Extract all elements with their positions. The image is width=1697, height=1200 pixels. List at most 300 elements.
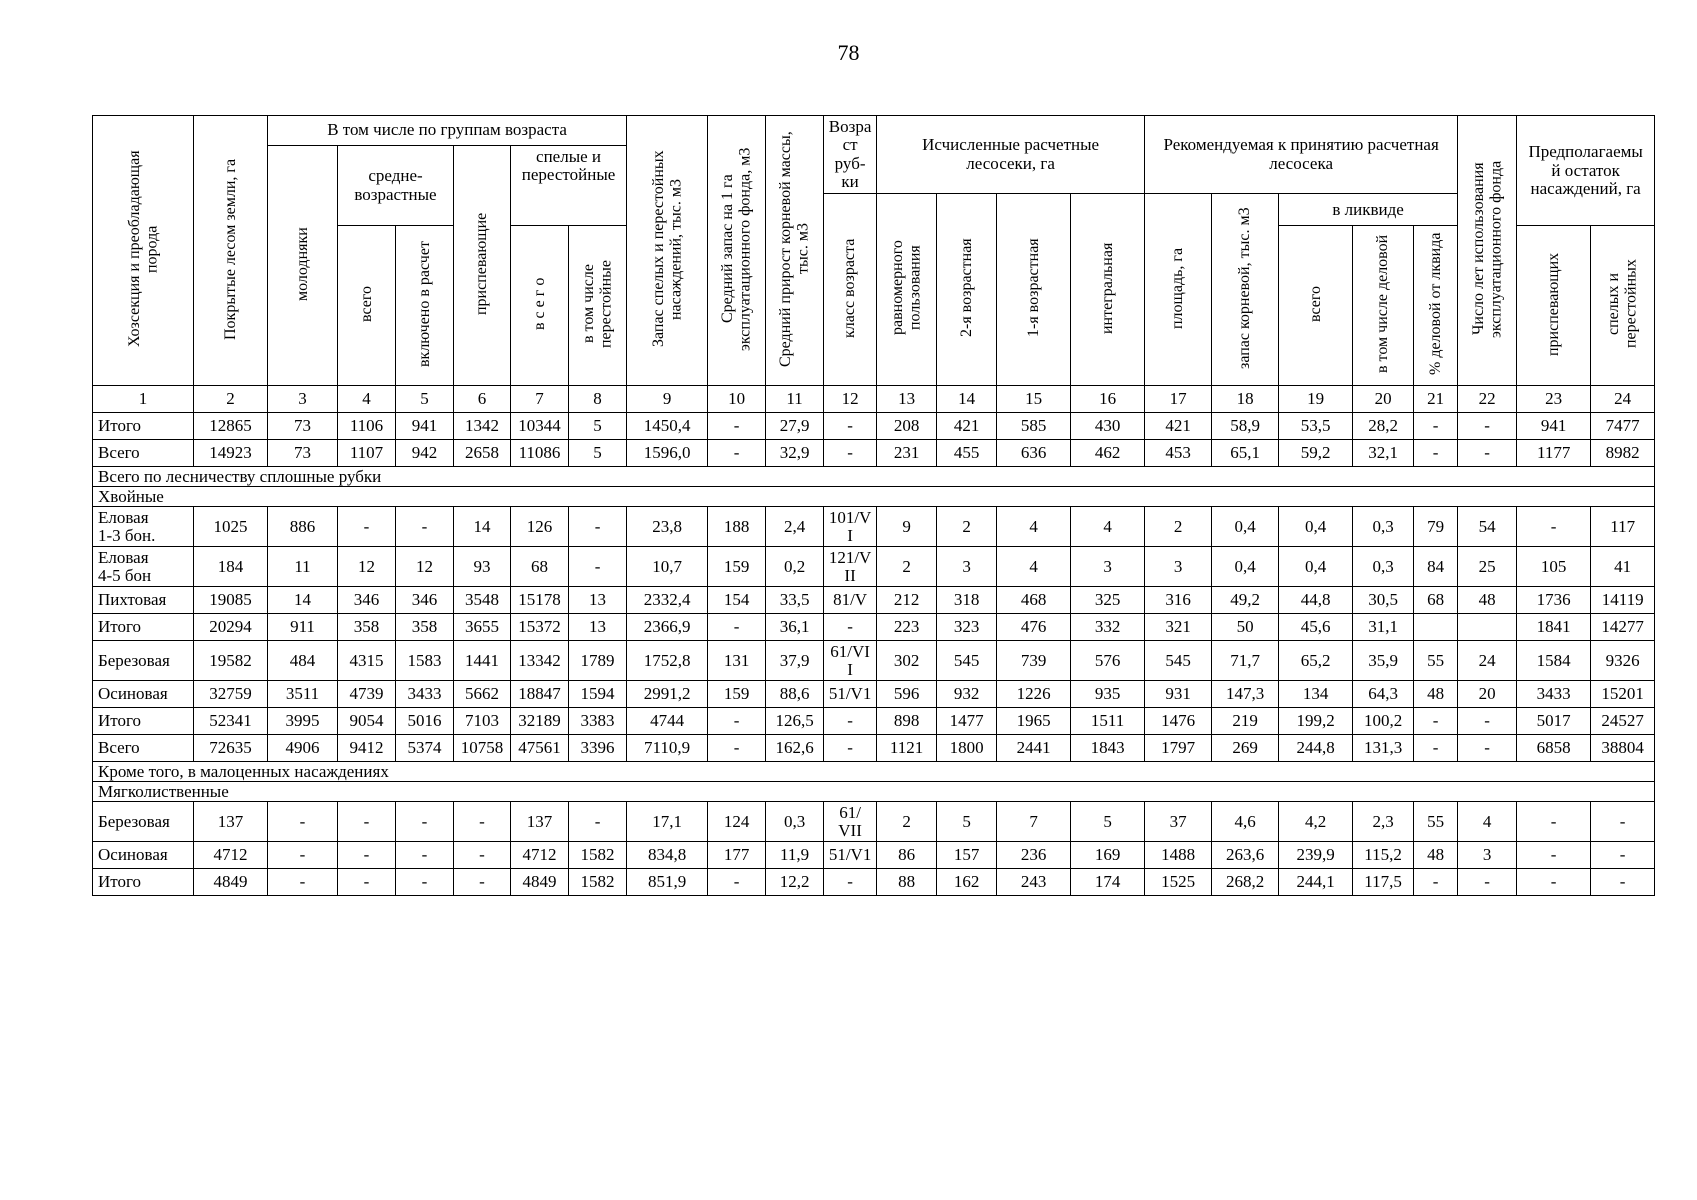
table-cell: 58,9 (1212, 413, 1279, 440)
table-cell: - (268, 842, 338, 869)
table-cell: 13 (569, 587, 627, 614)
table-cell: 6858 (1517, 735, 1591, 762)
table-cell: 61/ VII (824, 802, 877, 842)
table-cell: 4849 (194, 869, 268, 896)
table-cell: - (824, 708, 877, 735)
table-cell: 24527 (1591, 708, 1655, 735)
column-number: 10 (708, 386, 766, 413)
table-row (93, 641, 1655, 681)
table-cell: 7103 (454, 708, 511, 735)
table-cell: 64,3 (1353, 681, 1414, 708)
table-cell: 3 (1145, 547, 1212, 587)
column-number: 15 (997, 386, 1071, 413)
column-number: 8 (569, 386, 627, 413)
table-cell: 4744 (627, 708, 708, 735)
table-cell: 318 (937, 587, 997, 614)
table-cell: 1583 (396, 641, 454, 681)
table-cell: 5017 (1517, 708, 1591, 735)
table-cell: 545 (1145, 641, 1212, 681)
table-cell: - (1517, 842, 1591, 869)
table-cell: 0,3 (1353, 507, 1414, 547)
table-cell: 834,8 (627, 842, 708, 869)
table-cell: 1477 (937, 708, 997, 735)
header-integral: интегральная (1071, 194, 1145, 386)
table-cell: 7477 (1591, 413, 1655, 440)
table-cell: 27,9 (766, 413, 824, 440)
table-cell: 3433 (1517, 681, 1591, 708)
header-remaining-ripening: приспевающих (1517, 226, 1591, 386)
table-cell: - (1414, 413, 1458, 440)
row-label: Всего (93, 440, 194, 467)
table-cell: - (708, 869, 766, 896)
header-recommended-cutting: Рекомендуемая к принятию расчетная лесосека (1145, 116, 1458, 194)
table-cell: 4739 (338, 681, 396, 708)
table-cell: 131 (708, 641, 766, 681)
table-cell: 126,5 (766, 708, 824, 735)
table-cell: 45,6 (1279, 614, 1353, 641)
table-cell: 71,7 (1212, 641, 1279, 681)
table-cell: 932 (937, 681, 997, 708)
table-cell: - (1414, 869, 1458, 896)
table-cell: 0,4 (1279, 507, 1353, 547)
forest-cutting-table (92, 115, 1655, 896)
table-cell: 11 (268, 547, 338, 587)
table-cell: 941 (396, 413, 454, 440)
section-label: Мягколиственные (93, 782, 1655, 802)
table-cell: - (338, 842, 396, 869)
table-cell: 37,9 (766, 641, 824, 681)
table-cell: 244,1 (1279, 869, 1353, 896)
table-cell: 4,6 (1212, 802, 1279, 842)
table-cell: 199,2 (1279, 708, 1353, 735)
column-number: 3 (268, 386, 338, 413)
table-cell: 17,1 (627, 802, 708, 842)
section-row (93, 487, 1655, 507)
column-number: 16 (1071, 386, 1145, 413)
table-cell: 0,4 (1212, 547, 1279, 587)
table-cell: 1965 (997, 708, 1071, 735)
header-middle-total: всего (338, 226, 396, 386)
table-cell: 323 (937, 614, 997, 641)
row-label: Итого (93, 708, 194, 735)
table-cell: 5374 (396, 735, 454, 762)
table-cell: - (824, 440, 877, 467)
column-number: 5 (396, 386, 454, 413)
table-cell: 325 (1071, 587, 1145, 614)
table-cell: 18847 (511, 681, 569, 708)
section-label: Всего по лесничеству сплошные рубки (93, 467, 1655, 487)
table-cell: 3383 (569, 708, 627, 735)
table-cell: 117 (1591, 507, 1655, 547)
column-number: 20 (1353, 386, 1414, 413)
header-age-groups: В том числе по группам возраста (268, 116, 627, 146)
table-cell: 9 (877, 507, 937, 547)
table-cell: 346 (396, 587, 454, 614)
table-cell: 15178 (511, 587, 569, 614)
header-ripening: приспевающие (454, 146, 511, 386)
table-cell: 1441 (454, 641, 511, 681)
table-cell: 4315 (338, 641, 396, 681)
table-cell: - (1591, 802, 1655, 842)
table-cell: 462 (1071, 440, 1145, 467)
table-cell: 177 (708, 842, 766, 869)
table-cell: 126 (511, 507, 569, 547)
table-cell: 134 (1279, 681, 1353, 708)
table-cell: 12865 (194, 413, 268, 440)
table-cell: 2 (877, 547, 937, 587)
header-avg-growth: Средний прирост корневой массы, тыс. м3 (766, 116, 824, 386)
table-cell: 68 (1414, 587, 1458, 614)
table-cell: 51/V1 (824, 681, 877, 708)
header-liquid-business: в том числе деловой (1353, 226, 1414, 386)
table-cell: 59,2 (1279, 440, 1353, 467)
table-cell: 9326 (1591, 641, 1655, 681)
table-cell: 100,2 (1353, 708, 1414, 735)
table-cell: 1843 (1071, 735, 1145, 762)
table-cell: 898 (877, 708, 937, 735)
table-cell: 38804 (1591, 735, 1655, 762)
row-label: Осиновая (93, 681, 194, 708)
table-cell: - (824, 614, 877, 641)
table-cell: 2 (937, 507, 997, 547)
table-body (93, 413, 1655, 896)
table-cell: 358 (396, 614, 454, 641)
table-cell: - (824, 869, 877, 896)
table-cell: 32,9 (766, 440, 824, 467)
table-cell: 268,2 (1212, 869, 1279, 896)
table-cell: 263,6 (1212, 842, 1279, 869)
table-cell: 15372 (511, 614, 569, 641)
table-cell: 30,5 (1353, 587, 1414, 614)
section-row (93, 762, 1655, 782)
table-cell: 14 (454, 507, 511, 547)
table-cell: 2 (1145, 507, 1212, 547)
table-cell: - (1458, 735, 1517, 762)
table-cell: 421 (1145, 413, 1212, 440)
table-cell: 3511 (268, 681, 338, 708)
table-cell: 223 (877, 614, 937, 641)
table-cell: 10344 (511, 413, 569, 440)
row-label: Еловая 4-5 бон (93, 547, 194, 587)
table-cell: 5662 (454, 681, 511, 708)
table-cell: 1736 (1517, 587, 1591, 614)
table-cell: - (268, 802, 338, 842)
table-cell: 5 (1071, 802, 1145, 842)
table-cell: 4 (1458, 802, 1517, 842)
table-cell: 49,2 (1212, 587, 1279, 614)
table-cell: 48 (1414, 681, 1458, 708)
table-cell: 1511 (1071, 708, 1145, 735)
table-cell: 14119 (1591, 587, 1655, 614)
table-cell: 25 (1458, 547, 1517, 587)
table-row (93, 708, 1655, 735)
table-cell: 73 (268, 413, 338, 440)
table-cell: 4712 (194, 842, 268, 869)
table-cell: 68 (511, 547, 569, 587)
row-label: Пихтовая (93, 587, 194, 614)
table-cell: 28,2 (1353, 413, 1414, 440)
table-row (93, 869, 1655, 896)
page-number: 78 (837, 40, 860, 65)
table-cell: 23,8 (627, 507, 708, 547)
table-cell: - (569, 507, 627, 547)
table-cell: 52341 (194, 708, 268, 735)
table-cell: 0,3 (1353, 547, 1414, 587)
table-cell (1414, 614, 1458, 641)
table-cell: 20 (1458, 681, 1517, 708)
table-cell: 184 (194, 547, 268, 587)
header-calculated-cutting: Исчисленные расчетные лесосеки, га (877, 116, 1145, 194)
table-row (93, 842, 1655, 869)
table-cell: 1596,0 (627, 440, 708, 467)
column-number: 2 (194, 386, 268, 413)
table-cell: - (1591, 869, 1655, 896)
table-cell: 851,9 (627, 869, 708, 896)
header-root-stock: запас корневой, тыс. м3 (1212, 194, 1279, 386)
table-cell: - (1458, 708, 1517, 735)
column-number: 7 (511, 386, 569, 413)
table-cell: 3 (1071, 547, 1145, 587)
table-cell: 20294 (194, 614, 268, 641)
column-number: 17 (1145, 386, 1212, 413)
column-number: 1 (93, 386, 194, 413)
table-row (93, 587, 1655, 614)
table-cell: - (824, 413, 877, 440)
header-age-class: класс возраста (824, 194, 877, 386)
table-cell: 13342 (511, 641, 569, 681)
table-cell: 157 (937, 842, 997, 869)
table-cell: 7 (997, 802, 1071, 842)
table-cell: 36,1 (766, 614, 824, 641)
table-cell: 131,3 (1353, 735, 1414, 762)
column-number: 9 (627, 386, 708, 413)
table-cell: - (569, 802, 627, 842)
table-cell: 19582 (194, 641, 268, 681)
table-cell: 7110,9 (627, 735, 708, 762)
table-cell: 0,2 (766, 547, 824, 587)
table-cell: 545 (937, 641, 997, 681)
header-middle-included: включено в расчет (396, 226, 454, 386)
table-cell: 14 (268, 587, 338, 614)
table-cell: 208 (877, 413, 937, 440)
table-cell: 5 (937, 802, 997, 842)
table-cell: 243 (997, 869, 1071, 896)
row-label: Березовая (93, 641, 194, 681)
table-cell: 86 (877, 842, 937, 869)
table-cell: 2 (877, 802, 937, 842)
column-number: 4 (338, 386, 396, 413)
table-cell: 101/V I (824, 507, 877, 547)
table-cell: 1177 (1517, 440, 1591, 467)
table-cell: - (1517, 869, 1591, 896)
table-cell: - (454, 802, 511, 842)
header-middle-aged: средне- возрастные (338, 146, 454, 226)
table-cell: 1476 (1145, 708, 1212, 735)
header-uniform: равномерного пользования (877, 194, 937, 386)
header-mature: спелые и перестойные (511, 146, 627, 226)
table-row (93, 735, 1655, 762)
table-cell: 47561 (511, 735, 569, 762)
header-young: молодняки (268, 146, 338, 386)
header-mature-over: в том числе перестойные (569, 226, 627, 386)
table-cell: 1789 (569, 641, 627, 681)
table-cell: 19085 (194, 587, 268, 614)
table-cell: 32,1 (1353, 440, 1414, 467)
table-cell: 10,7 (627, 547, 708, 587)
table-cell: - (1414, 440, 1458, 467)
section-label: Хвойные (93, 487, 1655, 507)
table-cell: - (268, 869, 338, 896)
table-cell: - (1458, 413, 1517, 440)
table-cell: 81/V (824, 587, 877, 614)
table-cell: - (1591, 842, 1655, 869)
table-cell: - (1517, 802, 1591, 842)
table-cell: 2441 (997, 735, 1071, 762)
column-number: 12 (824, 386, 877, 413)
table-cell: 14277 (1591, 614, 1655, 641)
table-cell: 159 (708, 547, 766, 587)
table-cell: - (396, 869, 454, 896)
header-mature-stock: Запас спелых и перестойных насаждений, тыс. м3 (627, 116, 708, 386)
table-cell: 169 (1071, 842, 1145, 869)
header-second-age: 2-я возрастная (937, 194, 997, 386)
table-cell: 941 (1517, 413, 1591, 440)
table-cell: 12 (338, 547, 396, 587)
table-cell: 65,1 (1212, 440, 1279, 467)
table-cell: 12,2 (766, 869, 824, 896)
column-number: 6 (454, 386, 511, 413)
table-row (93, 440, 1655, 467)
table-cell: - (1458, 440, 1517, 467)
table-cell: 1752,8 (627, 641, 708, 681)
table-cell: 154 (708, 587, 766, 614)
table-row (93, 614, 1655, 641)
section-row (93, 467, 1655, 487)
table-cell: 4 (1071, 507, 1145, 547)
table-cell: 0,3 (766, 802, 824, 842)
table-cell: 50 (1212, 614, 1279, 641)
table-cell: 1488 (1145, 842, 1212, 869)
table-cell: 4 (997, 507, 1071, 547)
table-cell: 935 (1071, 681, 1145, 708)
header-area: площадь, га (1145, 194, 1212, 386)
table-cell: - (1414, 708, 1458, 735)
table-cell: 302 (877, 641, 937, 681)
table-cell: 32759 (194, 681, 268, 708)
table-cell: 430 (1071, 413, 1145, 440)
table-cell: 54 (1458, 507, 1517, 547)
table-cell: 942 (396, 440, 454, 467)
table-cell: 3655 (454, 614, 511, 641)
table-cell: 174 (1071, 869, 1145, 896)
table-cell: 48 (1414, 842, 1458, 869)
table-cell: 188 (708, 507, 766, 547)
table-cell: 9412 (338, 735, 396, 762)
header-avg-stock: Средний запас на 1 га эксплуатационного фонда, м3 (708, 116, 766, 386)
table-cell: 121/V II (824, 547, 877, 587)
column-number: 18 (1212, 386, 1279, 413)
table-cell: 2332,4 (627, 587, 708, 614)
table-cell: 1450,4 (627, 413, 708, 440)
table-cell: 10758 (454, 735, 511, 762)
table-cell: 0,4 (1279, 547, 1353, 587)
table-cell: - (338, 507, 396, 547)
table-cell: 2,4 (766, 507, 824, 547)
table-cell: 8982 (1591, 440, 1655, 467)
header-liquid-total: всего (1279, 226, 1353, 386)
table-cell: 1797 (1145, 735, 1212, 762)
table-row (93, 802, 1655, 842)
header-species: Хозсекция и преобладающая порода (93, 116, 194, 386)
table-cell: 11,9 (766, 842, 824, 869)
table-cell: 3548 (454, 587, 511, 614)
row-label: Итого (93, 869, 194, 896)
table-cell: 231 (877, 440, 937, 467)
table-cell: 2991,2 (627, 681, 708, 708)
table-cell: 585 (997, 413, 1071, 440)
column-number: 14 (937, 386, 997, 413)
table-cell: 48 (1458, 587, 1517, 614)
table-cell: 244,8 (1279, 735, 1353, 762)
table-cell: 88 (877, 869, 937, 896)
table-cell: 159 (708, 681, 766, 708)
table-cell: 1107 (338, 440, 396, 467)
table-cell: - (708, 614, 766, 641)
table-cell: 1841 (1517, 614, 1591, 641)
table-cell: - (708, 708, 766, 735)
header-cutting-age: Возра ст руб- ки (824, 116, 877, 194)
table-cell: 12 (396, 547, 454, 587)
table-cell: - (708, 413, 766, 440)
table-cell: 1106 (338, 413, 396, 440)
table-row (93, 681, 1655, 708)
table-header (93, 116, 1655, 413)
row-label: Итого (93, 614, 194, 641)
table-cell: 1226 (997, 681, 1071, 708)
table-cell (1458, 614, 1517, 641)
table-cell: 1342 (454, 413, 511, 440)
table-cell: 484 (268, 641, 338, 681)
table-cell: - (708, 735, 766, 762)
table-cell: 321 (1145, 614, 1212, 641)
table-cell: 37 (1145, 802, 1212, 842)
table-cell: 239,9 (1279, 842, 1353, 869)
column-number: 13 (877, 386, 937, 413)
column-number: 22 (1458, 386, 1517, 413)
table-cell: 212 (877, 587, 937, 614)
table-cell: 1594 (569, 681, 627, 708)
table-cell: 911 (268, 614, 338, 641)
table-cell: 35,9 (1353, 641, 1414, 681)
table-cell: 4,2 (1279, 802, 1353, 842)
table-cell: 15201 (1591, 681, 1655, 708)
table-cell: 105 (1517, 547, 1591, 587)
table-cell: 2658 (454, 440, 511, 467)
table-row (93, 507, 1655, 547)
column-number: 11 (766, 386, 824, 413)
header-remaining: Предполагаемы й остаток насаждений, га (1517, 116, 1655, 226)
table-row (93, 413, 1655, 440)
table-cell: 137 (194, 802, 268, 842)
table-cell: 3 (1458, 842, 1517, 869)
table-cell: 931 (1145, 681, 1212, 708)
column-number: 21 (1414, 386, 1458, 413)
table-cell: 4849 (511, 869, 569, 896)
table-cell: 739 (997, 641, 1071, 681)
table-cell: 3396 (569, 735, 627, 762)
column-number-row (93, 386, 1655, 413)
table-cell: 1025 (194, 507, 268, 547)
